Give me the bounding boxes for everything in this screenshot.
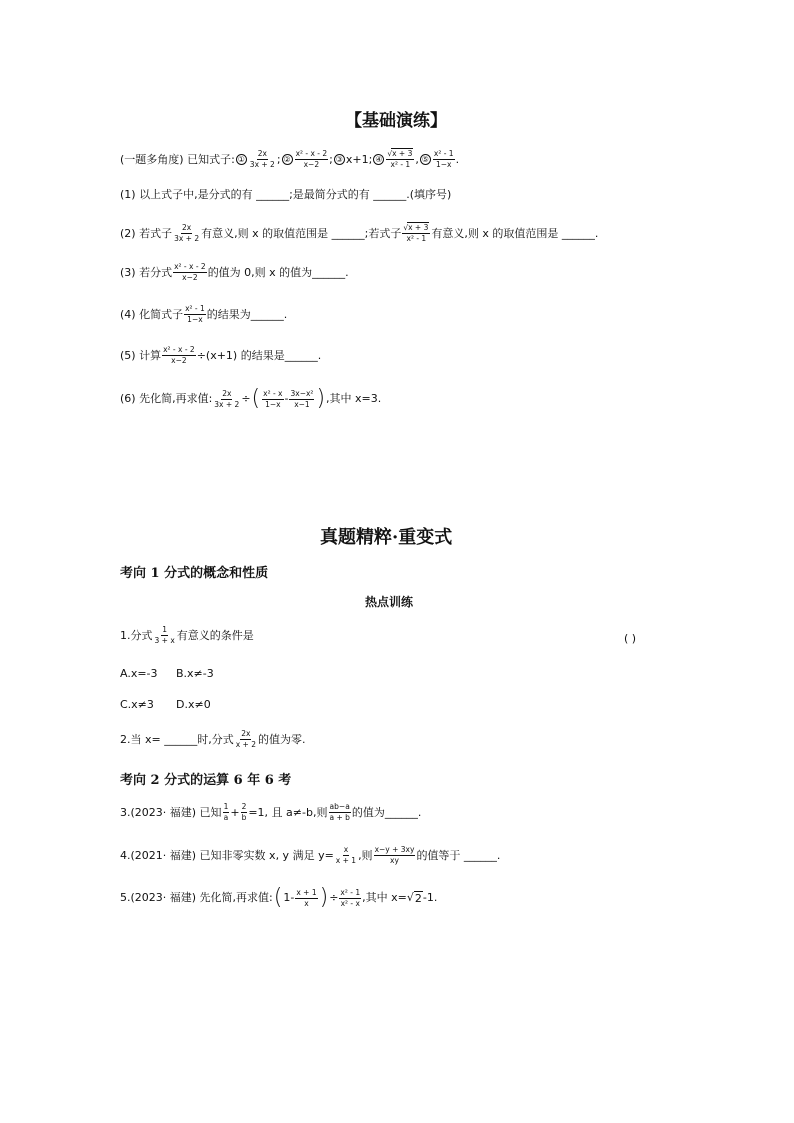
q2-fraction-2 bbox=[402, 224, 430, 243]
expr-4-den: x² - 1 bbox=[390, 160, 411, 169]
intro-prefix: (一题多角度) 已知式子: bbox=[120, 152, 235, 166]
p4-text-c: 的值等于 ______. bbox=[416, 848, 501, 862]
q6-minus: - bbox=[284, 392, 289, 405]
expr-2-den: x−2 bbox=[303, 160, 320, 169]
p5-left-paren: ( bbox=[273, 885, 283, 910]
p1-f-num: 1 bbox=[162, 625, 168, 634]
item-marker-1: ① bbox=[237, 154, 245, 164]
q3-fraction bbox=[173, 263, 207, 282]
p3-f2-num: 2 bbox=[241, 802, 247, 811]
p3-fraction-2 bbox=[241, 803, 248, 822]
p1-fraction bbox=[154, 626, 176, 645]
q2-text-a: (2) 若式子 bbox=[120, 226, 173, 240]
intro-end: . bbox=[455, 152, 460, 166]
p3-f3-den: a + b bbox=[329, 813, 350, 822]
q2-f2-num bbox=[402, 224, 430, 234]
p2-text-a: 2.当 x= ______时,分式 bbox=[120, 732, 234, 746]
q6-divide: ÷ bbox=[241, 392, 251, 405]
expr-5-den: 1−x bbox=[435, 160, 452, 169]
expr-3: x+1; bbox=[345, 152, 373, 166]
q2-f1-den: 3x + 2 bbox=[174, 234, 200, 243]
p3-f2-den: b bbox=[241, 813, 247, 822]
sqrt-icon: √ bbox=[403, 223, 409, 232]
p5-radicand: 2 bbox=[414, 891, 422, 905]
expr-1-num: 2x bbox=[257, 149, 267, 158]
intro-line bbox=[120, 150, 459, 169]
p3-text-a: 3.(2023· 福建) 已知 bbox=[120, 805, 222, 819]
question-4 bbox=[120, 305, 287, 324]
p5-right-paren: ) bbox=[319, 885, 329, 910]
q3-text-b: 的值为 0,则 x 的值为______. bbox=[207, 265, 349, 279]
p5-text-a: 5.(2023· 福建) 先化简,再求值: bbox=[120, 891, 273, 904]
q5-text-a: (5) 计算 bbox=[120, 348, 162, 362]
p5-one-minus: 1- bbox=[283, 891, 295, 904]
q2-f2-den: x² - 1 bbox=[406, 234, 427, 243]
question-1: (1) 以上式子中,是分式的有 ______;是最简分式的有 ______.(填序号) bbox=[120, 188, 452, 201]
q6-fraction-1 bbox=[213, 390, 240, 409]
q5-f-den: x−2 bbox=[171, 356, 187, 365]
q4-f-den: 1−x bbox=[187, 315, 203, 324]
item-marker-5: ⑤ bbox=[421, 154, 429, 164]
sqrt-icon: √ bbox=[406, 891, 414, 904]
expr-1 bbox=[249, 150, 276, 169]
p1-text-a: 1.分式 bbox=[120, 628, 153, 642]
expr-4 bbox=[386, 150, 414, 169]
p1-option-a: A.x=-3 bbox=[120, 667, 158, 680]
problem-2 bbox=[120, 730, 305, 749]
item-marker-3: ③ bbox=[335, 154, 343, 164]
section-title-exam-questions: 真题精粹·重变式 bbox=[320, 527, 453, 548]
p3-fraction-1 bbox=[223, 803, 230, 822]
q5-f-num: x² - x - 2 bbox=[163, 345, 195, 354]
q4-f-num: x² - 1 bbox=[185, 304, 205, 313]
q2-fraction-1 bbox=[173, 224, 200, 243]
q2-text-b: 有意义,则 x 的取值范围是 ______;若式子 bbox=[201, 226, 402, 240]
p5-f2-num: x² - 1 bbox=[340, 887, 361, 897]
p4-fraction-2 bbox=[374, 846, 416, 865]
q6-f2-den: 1−x bbox=[265, 399, 281, 409]
p2-f-num: 2x bbox=[241, 729, 251, 738]
p4-f1-num: x bbox=[343, 845, 349, 854]
sep-2: ; bbox=[329, 152, 333, 166]
q3-f-den: x−2 bbox=[182, 273, 198, 282]
q6-f3-num: 3x−x² bbox=[290, 388, 314, 398]
q4-fraction bbox=[184, 305, 206, 324]
p3-plus: + bbox=[230, 805, 240, 819]
p1-option-d: D.x≠0 bbox=[176, 698, 211, 711]
expr-2-num: x² - x - 2 bbox=[295, 149, 328, 158]
question-2 bbox=[120, 224, 598, 243]
p4-f2-den: xy bbox=[390, 856, 399, 865]
expr-5 bbox=[433, 150, 455, 169]
question-3 bbox=[120, 263, 349, 282]
q6-text-a: (6) 先化简,再求值: bbox=[120, 392, 213, 405]
q6-text-b: ,其中 x=3. bbox=[326, 392, 382, 405]
sep-1: ; bbox=[276, 152, 281, 166]
p1-f-den: 3 + x bbox=[154, 636, 175, 645]
q6-left-paren: ( bbox=[251, 386, 261, 411]
q6-f1-den: 3x + 2 bbox=[214, 399, 240, 409]
expr-5-num: x² - 1 bbox=[433, 149, 454, 158]
q6-right-paren: ) bbox=[316, 386, 326, 411]
p1-text-b: 有意义的条件是 bbox=[176, 628, 254, 642]
q6-fraction-2 bbox=[262, 390, 283, 409]
q6-f1-num: 2x bbox=[222, 388, 232, 398]
problem-1 bbox=[120, 626, 254, 645]
p5-text-c: -1. bbox=[422, 891, 438, 904]
question-6 bbox=[120, 388, 381, 410]
p5-fraction-1 bbox=[295, 889, 317, 908]
p5-divide: ÷ bbox=[329, 891, 339, 904]
p5-f1-den: x bbox=[304, 898, 309, 908]
p4-fraction-1 bbox=[335, 846, 357, 865]
expr-2 bbox=[295, 150, 329, 169]
q3-f-num: x² - x - 2 bbox=[174, 262, 206, 271]
p5-f2-den: x² - x bbox=[340, 898, 360, 908]
p4-text-a: 4.(2021· 福建) 已知非零实数 x, y 满足 y= bbox=[120, 848, 334, 862]
topic-2-heading: 考向 2 分式的运算 6 年 6 考 bbox=[120, 773, 292, 788]
q2-f1-num: 2x bbox=[181, 223, 192, 232]
p5-fraction-2 bbox=[339, 889, 361, 908]
p1-option-c: C.x≠3 bbox=[120, 698, 154, 711]
problem-5 bbox=[120, 887, 437, 909]
hot-training-heading: 热点训练 bbox=[365, 595, 414, 609]
question-5 bbox=[120, 346, 321, 365]
topic-1-heading: 考向 1 分式的概念和性质 bbox=[120, 566, 269, 581]
expr-4-num bbox=[386, 150, 414, 160]
q2-text-c: 有意义,则 x 的取值范围是 ______. bbox=[431, 226, 599, 240]
sqrt-icon: √ bbox=[387, 149, 393, 158]
p3-f3-num: ab−a bbox=[329, 802, 350, 811]
p3-f1-num: 1 bbox=[223, 802, 229, 811]
q2-f2-radicand: x + 3 bbox=[408, 223, 429, 232]
expr-1-den: 3x + 2 bbox=[249, 160, 275, 169]
p4-f1-den: x + 1 bbox=[335, 856, 357, 865]
sep-4: , bbox=[415, 152, 419, 166]
p4-text-b: ,则 bbox=[358, 848, 373, 862]
q6-fraction-3 bbox=[289, 390, 314, 409]
q4-text-b: 的结果为______. bbox=[206, 307, 288, 321]
q6-f2-num: x² - x bbox=[263, 388, 283, 398]
section-title-basic-practice: 【基础演练】 bbox=[345, 111, 447, 131]
p1-option-b: B.x≠-3 bbox=[176, 667, 214, 680]
p5-text-b: ,其中 x= bbox=[362, 891, 407, 904]
item-marker-4: ④ bbox=[375, 154, 383, 164]
q4-text-a: (4) 化简式子 bbox=[120, 307, 184, 321]
p4-f2-num: x−y + 3xy bbox=[374, 845, 415, 854]
q3-text-a: (3) 若分式 bbox=[120, 265, 173, 279]
p3-f1-den: a bbox=[223, 813, 229, 822]
expr-4-radicand: x + 3 bbox=[392, 149, 413, 158]
p1-answer-bracket: ( ) bbox=[624, 632, 637, 645]
p3-fraction-3 bbox=[328, 803, 350, 822]
q5-text-b: ÷(x+1) 的结果是______. bbox=[196, 348, 322, 362]
problem-4 bbox=[120, 846, 500, 865]
p5-f1-num: x + 1 bbox=[296, 887, 317, 897]
q5-fraction bbox=[162, 346, 196, 365]
p2-f-den: x + 2 bbox=[235, 740, 256, 749]
p3-text-c: 的值为______. bbox=[351, 805, 422, 819]
p2-text-b: 的值为零. bbox=[257, 732, 306, 746]
item-marker-2: ② bbox=[283, 154, 291, 164]
q6-f3-den: x−1 bbox=[294, 399, 310, 409]
problem-3 bbox=[120, 803, 421, 822]
p3-text-b: =1, 且 a≠-b,则 bbox=[248, 805, 328, 819]
p2-fraction bbox=[235, 730, 257, 749]
